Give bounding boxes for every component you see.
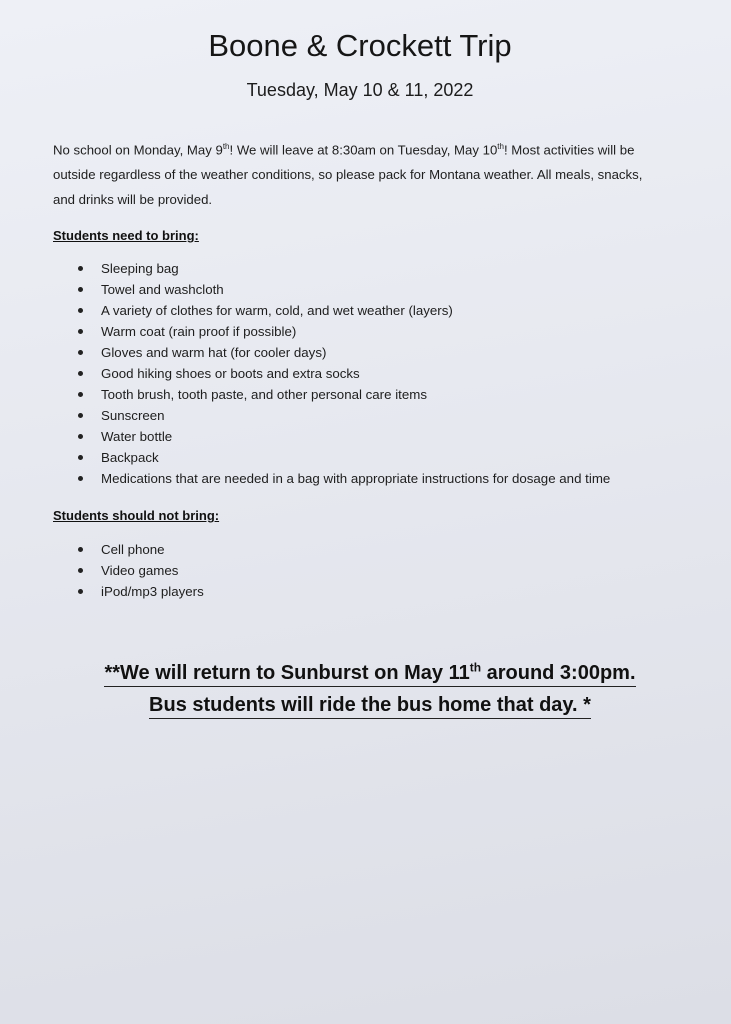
- bullet-icon: [78, 568, 83, 573]
- bullet-icon: [78, 308, 83, 313]
- list-item: Cell phone: [78, 539, 204, 560]
- closing-line-2: Bus students will ride the bus home that day. *: [0, 694, 731, 717]
- list-item: A variety of clothes for warm, cold, and wet weather (layers): [78, 300, 610, 321]
- list-item: Towel and washcloth: [78, 279, 610, 300]
- bullet-icon: [78, 589, 83, 594]
- closing-line-1: **We will return to Sunburst on May 11th around 3:00pm.: [0, 660, 731, 685]
- list-item: Backpack: [78, 447, 610, 468]
- list-item: iPod/mp3 players: [78, 581, 204, 602]
- bullet-icon: [78, 434, 83, 439]
- page-title: Boone & Crockett Trip: [208, 28, 512, 63]
- bullet-icon: [78, 476, 83, 481]
- list-item: Medications that are needed in a bag with appropriate instructions for dosage and time: [78, 468, 610, 489]
- bullet-icon: [78, 350, 83, 355]
- page-subtitle: Tuesday, May 10 & 11, 2022: [246, 80, 474, 100]
- intro-text-2: ! We will leave at 8:30am on Tuesday, May 10: [229, 142, 498, 158]
- not-bring-heading: Students should not bring:: [53, 508, 220, 523]
- list-item: Warm coat (rain proof if possible): [78, 321, 610, 342]
- intro-sup-1: th: [222, 142, 230, 151]
- bring-heading: Students need to bring:: [53, 228, 199, 243]
- list-item: Tooth brush, tooth paste, and other personal care items: [78, 384, 610, 405]
- intro-text-1: No school on Monday, May 9: [53, 142, 223, 158]
- list-item: Video games: [78, 560, 204, 581]
- bring-list: [78, 258, 610, 489]
- list-item: Sunscreen: [78, 405, 610, 426]
- list-item: Water bottle: [78, 426, 610, 447]
- not-bring-list: [78, 539, 204, 602]
- intro-paragraph: [53, 134, 668, 212]
- list-item: Sleeping bag: [78, 258, 610, 279]
- bullet-icon: [78, 329, 83, 334]
- bullet-icon: [78, 266, 83, 271]
- bullet-icon: [78, 455, 83, 460]
- bullet-icon: [78, 287, 83, 292]
- list-item: Gloves and warm hat (for cooler days): [78, 342, 610, 363]
- bullet-icon: [78, 371, 83, 376]
- intro-text-3: ! Most activities will be outside regardless of the weather conditions, so please pack for Montana weather. All meals, snacks, and drinks will be provided.: [53, 142, 643, 208]
- intro-sup-2: th: [497, 142, 504, 151]
- list-item: Good hiking shoes or boots and extra socks: [78, 363, 610, 384]
- bullet-icon: [78, 413, 83, 418]
- bullet-icon: [78, 547, 83, 552]
- bullet-icon: [78, 392, 83, 397]
